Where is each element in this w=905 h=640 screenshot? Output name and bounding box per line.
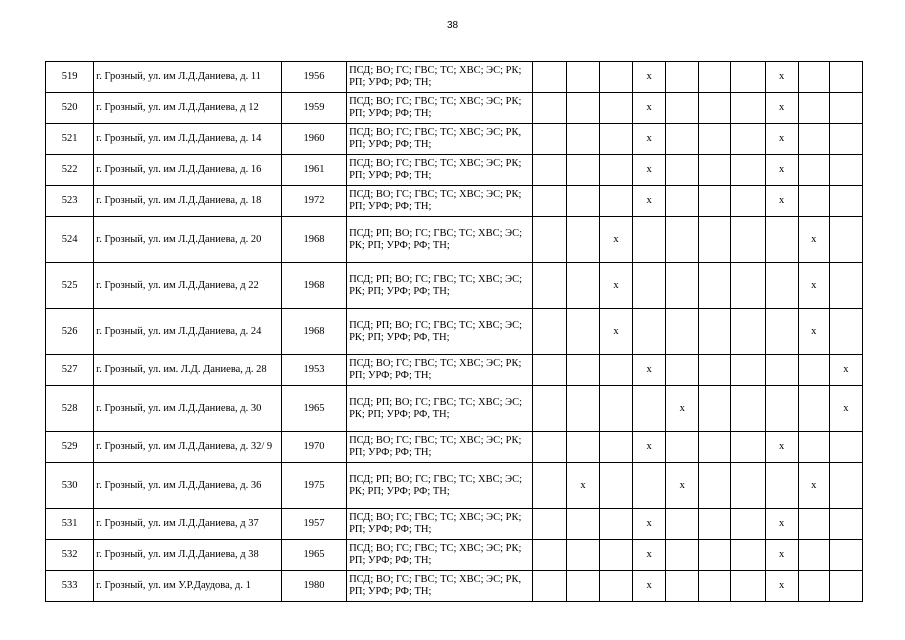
address-cell: г. Грозный, ул. им Л.Д.Даниева, д. 36 bbox=[94, 463, 282, 509]
mark-cell-10 bbox=[829, 62, 862, 93]
address-cell: г. Грозный, ул. им. Л.Д. Даниева, д. 28 bbox=[94, 355, 282, 386]
year-cell: 1959 bbox=[281, 93, 346, 124]
mark-cell-4-checked: х bbox=[633, 355, 666, 386]
table-row bbox=[46, 186, 863, 217]
mark-cell-4 bbox=[633, 386, 666, 432]
table-row bbox=[46, 155, 863, 186]
mark-cell-2 bbox=[566, 432, 599, 463]
mark-cell-6 bbox=[699, 263, 731, 309]
mark-cell-10 bbox=[829, 263, 862, 309]
mark-cell-6 bbox=[699, 432, 731, 463]
mark-cell-5 bbox=[666, 186, 699, 217]
table-row bbox=[46, 62, 863, 93]
mark-cell-10 bbox=[829, 509, 862, 540]
mark-cell-7 bbox=[731, 309, 765, 355]
mark-cell-9 bbox=[798, 62, 829, 93]
mark-cell-10 bbox=[829, 217, 862, 263]
mark-cell-9 bbox=[798, 355, 829, 386]
year-cell: 1953 bbox=[281, 355, 346, 386]
mark-cell-9 bbox=[798, 540, 829, 571]
mark-cell-2 bbox=[566, 186, 599, 217]
mark-cell-7 bbox=[731, 155, 765, 186]
mark-cell-3 bbox=[600, 463, 633, 509]
mark-cell-10 bbox=[829, 124, 862, 155]
address-cell: г. Грозный, ул. им Л.Д.Даниева, д 37 bbox=[94, 509, 282, 540]
mark-cell-3 bbox=[600, 124, 633, 155]
mark-cell-6 bbox=[699, 124, 731, 155]
address-cell: г. Грозный, ул. им Л.Д.Даниева, д. 32/ 9 bbox=[94, 432, 282, 463]
mark-cell-10 bbox=[829, 93, 862, 124]
mark-cell-8-checked: х bbox=[765, 186, 798, 217]
mark-cell-9-checked: х bbox=[798, 463, 829, 509]
mark-cell-6 bbox=[699, 309, 731, 355]
mark-cell-7 bbox=[731, 509, 765, 540]
services-cell: ПСД; РП; ВО; ГС; ГВС; ТС; ХВС; ЭС; РК; РП; УРФ; РФ; ТН; bbox=[347, 463, 533, 509]
mark-cell-5 bbox=[666, 93, 699, 124]
year-cell: 1968 bbox=[281, 309, 346, 355]
mark-cell-1 bbox=[532, 217, 566, 263]
mark-cell-7 bbox=[731, 217, 765, 263]
table-row bbox=[46, 540, 863, 571]
mark-cell-3 bbox=[600, 540, 633, 571]
mark-cell-9 bbox=[798, 386, 829, 432]
mark-cell-8 bbox=[765, 217, 798, 263]
mark-cell-7 bbox=[731, 432, 765, 463]
row-number: 527 bbox=[46, 355, 94, 386]
mark-cell-6 bbox=[699, 463, 731, 509]
mark-cell-6 bbox=[699, 540, 731, 571]
table-row bbox=[46, 386, 863, 432]
mark-cell-4 bbox=[633, 263, 666, 309]
mark-cell-5 bbox=[666, 540, 699, 571]
mark-cell-5 bbox=[666, 263, 699, 309]
services-cell: ПСД; РП; ВО; ГС; ГВС; ТС; ХВС; ЭС; РК; РП; УРФ; РФ, ТН; bbox=[347, 386, 533, 432]
mark-cell-1 bbox=[532, 509, 566, 540]
table-row bbox=[46, 509, 863, 540]
mark-cell-4-checked: х bbox=[633, 509, 666, 540]
mark-cell-7 bbox=[731, 124, 765, 155]
mark-cell-8-checked: х bbox=[765, 571, 798, 602]
year-cell: 1975 bbox=[281, 463, 346, 509]
mark-cell-9 bbox=[798, 93, 829, 124]
mark-cell-3 bbox=[600, 186, 633, 217]
mark-cell-8-checked: х bbox=[765, 155, 798, 186]
table-row bbox=[46, 432, 863, 463]
mark-cell-8-checked: х bbox=[765, 93, 798, 124]
row-number: 525 bbox=[46, 263, 94, 309]
mark-cell-4 bbox=[633, 217, 666, 263]
table-row bbox=[46, 93, 863, 124]
year-cell: 1972 bbox=[281, 186, 346, 217]
mark-cell-5 bbox=[666, 62, 699, 93]
mark-cell-1 bbox=[532, 386, 566, 432]
address-cell: г. Грозный, ул. им Л.Д.Даниева, д. 18 bbox=[94, 186, 282, 217]
mark-cell-10 bbox=[829, 571, 862, 602]
mark-cell-1 bbox=[532, 155, 566, 186]
mark-cell-9-checked: х bbox=[798, 309, 829, 355]
address-cell: г. Грозный, ул. им Л.Д.Даниева, д. 30 bbox=[94, 386, 282, 432]
mark-cell-10-checked: х bbox=[829, 355, 862, 386]
row-number: 519 bbox=[46, 62, 94, 93]
year-cell: 1956 bbox=[281, 62, 346, 93]
address-cell: г. Грозный, ул. им У.Р.Даудова, д. 1 bbox=[94, 571, 282, 602]
mark-cell-6 bbox=[699, 509, 731, 540]
table-row bbox=[46, 263, 863, 309]
services-cell: ПСД; ВО; ГС; ГВС; ТС; ХВС; ЭС; РК; РП; УРФ; РФ; ТН; bbox=[347, 509, 533, 540]
services-cell: ПСД; ВО; ГС; ГВС; ТС; ХВС; ЭС; РК; РП; УРФ; РФ; ТН; bbox=[347, 93, 533, 124]
table-row bbox=[46, 217, 863, 263]
mark-cell-2 bbox=[566, 540, 599, 571]
year-cell: 1965 bbox=[281, 540, 346, 571]
table-row bbox=[46, 309, 863, 355]
mark-cell-1 bbox=[532, 432, 566, 463]
mark-cell-5 bbox=[666, 217, 699, 263]
services-cell: ПСД; ВО; ГС; ГВС; ТС; ХВС; ЭС; РК; РП; УРФ; РФ; ТН; bbox=[347, 540, 533, 571]
mark-cell-4-checked: х bbox=[633, 186, 666, 217]
mark-cell-4-checked: х bbox=[633, 93, 666, 124]
year-cell: 1961 bbox=[281, 155, 346, 186]
services-cell: ПСД; ВО; ГС; ГВС; ТС; ХВС; ЭС; РК; РП; УРФ; РФ; ТН; bbox=[347, 186, 533, 217]
mark-cell-4 bbox=[633, 463, 666, 509]
mark-cell-5 bbox=[666, 355, 699, 386]
mark-cell-3 bbox=[600, 155, 633, 186]
mark-cell-9 bbox=[798, 571, 829, 602]
mark-cell-8 bbox=[765, 355, 798, 386]
mark-cell-7 bbox=[731, 93, 765, 124]
mark-cell-3 bbox=[600, 509, 633, 540]
registry-body bbox=[46, 62, 863, 602]
mark-cell-4-checked: х bbox=[633, 432, 666, 463]
address-cell: г. Грозный, ул. им Л.Д.Даниева, д. 14 bbox=[94, 124, 282, 155]
address-cell: г. Грозный, ул. им Л.Д.Даниева, д. 24 bbox=[94, 309, 282, 355]
mark-cell-1 bbox=[532, 571, 566, 602]
mark-cell-3 bbox=[600, 355, 633, 386]
mark-cell-5 bbox=[666, 432, 699, 463]
address-cell: г. Грозный, ул. им Л.Д.Даниева, д. 16 bbox=[94, 155, 282, 186]
mark-cell-1 bbox=[532, 540, 566, 571]
mark-cell-2-checked: х bbox=[566, 463, 599, 509]
mark-cell-1 bbox=[532, 186, 566, 217]
mark-cell-4-checked: х bbox=[633, 62, 666, 93]
mark-cell-6 bbox=[699, 62, 731, 93]
address-cell: г. Грозный, ул. им Л.Д.Даниева, д. 11 bbox=[94, 62, 282, 93]
services-cell: ПСД; РП; ВО; ГС; ГВС; ТС; ХВС; ЭС; РК; РП; УРФ; РФ, ТН; bbox=[347, 309, 533, 355]
mark-cell-3 bbox=[600, 62, 633, 93]
mark-cell-6 bbox=[699, 93, 731, 124]
services-cell: ПСД; ВО; ГС; ГВС; ТС; ХВС; ЭС; РК, РП; УРФ; РФ; ТН; bbox=[347, 124, 533, 155]
mark-cell-3-checked: х bbox=[600, 309, 633, 355]
year-cell: 1965 bbox=[281, 386, 346, 432]
mark-cell-2 bbox=[566, 217, 599, 263]
mark-cell-2 bbox=[566, 155, 599, 186]
table-row bbox=[46, 463, 863, 509]
mark-cell-10 bbox=[829, 540, 862, 571]
mark-cell-10 bbox=[829, 186, 862, 217]
mark-cell-3 bbox=[600, 571, 633, 602]
row-number: 523 bbox=[46, 186, 94, 217]
mark-cell-10 bbox=[829, 309, 862, 355]
mark-cell-6 bbox=[699, 355, 731, 386]
year-cell: 1968 bbox=[281, 217, 346, 263]
mark-cell-3-checked: х bbox=[600, 263, 633, 309]
mark-cell-5 bbox=[666, 124, 699, 155]
mark-cell-9 bbox=[798, 155, 829, 186]
mark-cell-1 bbox=[532, 355, 566, 386]
mark-cell-6 bbox=[699, 155, 731, 186]
mark-cell-10 bbox=[829, 432, 862, 463]
year-cell: 1980 bbox=[281, 571, 346, 602]
row-number: 524 bbox=[46, 217, 94, 263]
mark-cell-8 bbox=[765, 309, 798, 355]
address-cell: г. Грозный, ул. им Л.Д.Даниева, д 22 bbox=[94, 263, 282, 309]
mark-cell-7 bbox=[731, 355, 765, 386]
row-number: 522 bbox=[46, 155, 94, 186]
mark-cell-8 bbox=[765, 263, 798, 309]
mark-cell-1 bbox=[532, 309, 566, 355]
services-cell: ПСД; РП; ВО; ГС; ГВС; ТС; ХВС; ЭС; РК; РП; УРФ; РФ; ТН; bbox=[347, 217, 533, 263]
mark-cell-2 bbox=[566, 309, 599, 355]
row-number: 521 bbox=[46, 124, 94, 155]
mark-cell-7 bbox=[731, 463, 765, 509]
mark-cell-7 bbox=[731, 386, 765, 432]
mark-cell-9 bbox=[798, 124, 829, 155]
mark-cell-1 bbox=[532, 124, 566, 155]
mark-cell-7 bbox=[731, 186, 765, 217]
mark-cell-4-checked: х bbox=[633, 155, 666, 186]
mark-cell-1 bbox=[532, 62, 566, 93]
row-number: 529 bbox=[46, 432, 94, 463]
table-row bbox=[46, 355, 863, 386]
mark-cell-2 bbox=[566, 386, 599, 432]
mark-cell-6 bbox=[699, 386, 731, 432]
mark-cell-5 bbox=[666, 309, 699, 355]
address-cell: г. Грозный, ул. им Л.Д.Даниева, д 12 bbox=[94, 93, 282, 124]
page-number: 38 bbox=[446, 20, 459, 31]
mark-cell-2 bbox=[566, 355, 599, 386]
mark-cell-2 bbox=[566, 124, 599, 155]
row-number: 520 bbox=[46, 93, 94, 124]
mark-cell-6 bbox=[699, 571, 731, 602]
mark-cell-1 bbox=[532, 93, 566, 124]
mark-cell-1 bbox=[532, 463, 566, 509]
table-row bbox=[46, 124, 863, 155]
table-row bbox=[46, 571, 863, 602]
year-cell: 1970 bbox=[281, 432, 346, 463]
year-cell: 1968 bbox=[281, 263, 346, 309]
mark-cell-8-checked: х bbox=[765, 124, 798, 155]
mark-cell-2 bbox=[566, 571, 599, 602]
mark-cell-8 bbox=[765, 463, 798, 509]
mark-cell-9 bbox=[798, 186, 829, 217]
mark-cell-8-checked: х bbox=[765, 62, 798, 93]
services-cell: ПСД; ВО; ГС; ГВС; ТС; ХВС; ЭС; РК; РП; УРФ; РФ; ТН; bbox=[347, 432, 533, 463]
mark-cell-5 bbox=[666, 509, 699, 540]
services-cell: ПСД; ВО; ГС; ГВС; ТС; ХВС; ЭС; РК; РП; УРФ; РФ; ТН; bbox=[347, 355, 533, 386]
mark-cell-8-checked: х bbox=[765, 432, 798, 463]
mark-cell-2 bbox=[566, 93, 599, 124]
mark-cell-9 bbox=[798, 509, 829, 540]
mark-cell-9-checked: х bbox=[798, 263, 829, 309]
mark-cell-10 bbox=[829, 463, 862, 509]
mark-cell-1 bbox=[532, 263, 566, 309]
services-cell: ПСД; ВО; ГС; ГВС; ТС; ХВС; ЭС; РК; РП; УРФ; РФ; ТН; bbox=[347, 155, 533, 186]
row-number: 528 bbox=[46, 386, 94, 432]
mark-cell-3 bbox=[600, 93, 633, 124]
mark-cell-4-checked: х bbox=[633, 571, 666, 602]
housing-registry-table bbox=[45, 61, 863, 602]
row-number: 526 bbox=[46, 309, 94, 355]
mark-cell-2 bbox=[566, 263, 599, 309]
mark-cell-5-checked: х bbox=[666, 386, 699, 432]
services-cell: ПСД; ВО; ГС; ГВС; ТС; ХВС; ЭС; РК, РП; УРФ; РФ; ТН; bbox=[347, 571, 533, 602]
services-cell: ПСД; ВО; ГС; ГВС; ТС; ХВС; ЭС; РК; РП; УРФ; РФ; ТН; bbox=[347, 62, 533, 93]
mark-cell-8 bbox=[765, 386, 798, 432]
mark-cell-9 bbox=[798, 432, 829, 463]
mark-cell-7 bbox=[731, 571, 765, 602]
mark-cell-7 bbox=[731, 263, 765, 309]
mark-cell-7 bbox=[731, 62, 765, 93]
mark-cell-5 bbox=[666, 155, 699, 186]
mark-cell-2 bbox=[566, 509, 599, 540]
mark-cell-4 bbox=[633, 309, 666, 355]
mark-cell-3 bbox=[600, 432, 633, 463]
mark-cell-3-checked: х bbox=[600, 217, 633, 263]
address-cell: г. Грозный, ул. им Л.Д.Даниева, д. 20 bbox=[94, 217, 282, 263]
mark-cell-3 bbox=[600, 386, 633, 432]
mark-cell-2 bbox=[566, 62, 599, 93]
mark-cell-6 bbox=[699, 186, 731, 217]
year-cell: 1957 bbox=[281, 509, 346, 540]
row-number: 531 bbox=[46, 509, 94, 540]
services-cell: ПСД; РП; ВО; ГС; ГВС; ТС; ХВС; ЭС; РК; РП; УРФ; РФ; ТН; bbox=[347, 263, 533, 309]
mark-cell-10-checked: х bbox=[829, 386, 862, 432]
row-number: 533 bbox=[46, 571, 94, 602]
mark-cell-9-checked: х bbox=[798, 217, 829, 263]
row-number: 530 bbox=[46, 463, 94, 509]
mark-cell-6 bbox=[699, 217, 731, 263]
mark-cell-8-checked: х bbox=[765, 509, 798, 540]
row-number: 532 bbox=[46, 540, 94, 571]
mark-cell-5 bbox=[666, 571, 699, 602]
mark-cell-4-checked: х bbox=[633, 540, 666, 571]
mark-cell-10 bbox=[829, 155, 862, 186]
address-cell: г. Грозный, ул. им Л.Д.Даниева, д 38 bbox=[94, 540, 282, 571]
mark-cell-5-checked: х bbox=[666, 463, 699, 509]
year-cell: 1960 bbox=[281, 124, 346, 155]
mark-cell-4-checked: х bbox=[633, 124, 666, 155]
mark-cell-8-checked: х bbox=[765, 540, 798, 571]
mark-cell-7 bbox=[731, 540, 765, 571]
